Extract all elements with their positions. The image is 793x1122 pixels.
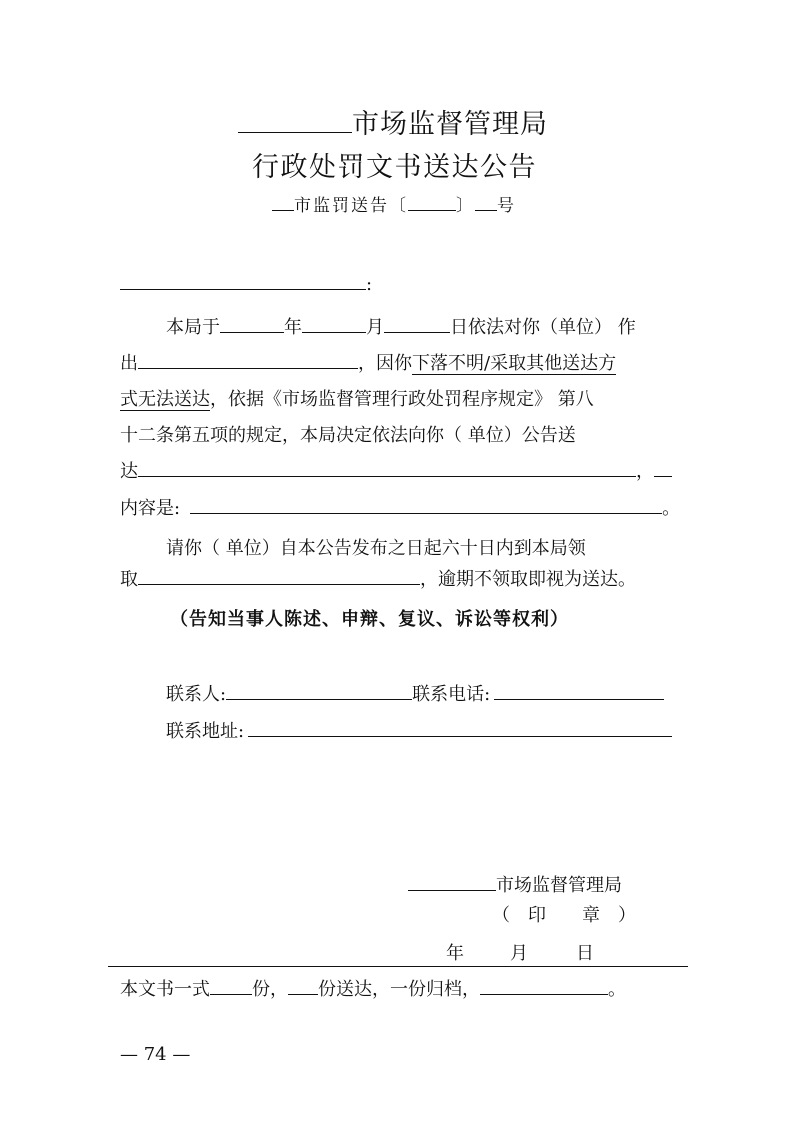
p1-line-5 [120, 457, 672, 483]
date-month: 月 [510, 943, 528, 964]
page-number: — 74 — [120, 1044, 191, 1065]
p1-line-3 [120, 385, 594, 411]
copies-total-blank [210, 975, 252, 995]
date-month-blank [302, 313, 366, 333]
contact-person-label: 联系人: [166, 684, 227, 705]
p1-line-1 [166, 313, 636, 339]
seal-placeholder: （ 印 章 ） [492, 905, 636, 926]
p1-line-4: 十二条第五项的规定，本局决定依法向你（ 单位）公告送 [120, 425, 576, 446]
content-blank [190, 494, 662, 514]
serial-blank [475, 192, 497, 211]
contact-address-label: 联系地址: [166, 721, 245, 742]
copies-line [120, 975, 626, 1001]
service-reason-underlined-1: 下落不明/采取其他送达方 [412, 353, 617, 374]
p1-line-2 [120, 349, 616, 375]
date-year-blank [220, 313, 284, 333]
p1-text-chu: 出 [120, 353, 138, 374]
p2-line-2 [120, 565, 636, 591]
number-suffix: 号 [497, 196, 516, 216]
year-blank [408, 192, 456, 211]
footer-divider [108, 966, 688, 967]
line-end-blank [654, 457, 672, 477]
document-number [272, 191, 516, 216]
title-line-1 [238, 102, 548, 141]
p2-text-tail: ，逾期不领取即视为送达。 [420, 569, 636, 590]
agency-name-blank [238, 104, 352, 133]
contact-phone-field [494, 680, 664, 700]
date-year: 年 [446, 943, 464, 964]
date-day: 日 [576, 943, 594, 964]
p1-line-6 [120, 494, 680, 520]
p1-text-yiju: ，依据《市场监督管理行政处罚程序规定》 第八 [210, 389, 594, 410]
service-reason-underlined-2: 式无法送达 [120, 389, 210, 410]
number-prefix: 市监罚送告〔 [294, 196, 408, 216]
p1-text-nian: 年 [284, 317, 302, 338]
copies-served-blank [288, 975, 318, 995]
p2-text-qu: 取 [120, 569, 138, 590]
decision-blank [138, 349, 358, 369]
copies-text-a: 本文书一式 [120, 979, 210, 1000]
addressee-line [120, 270, 372, 295]
document-title: 行政处罚文书送达公告 [252, 152, 537, 183]
issuer-text: 市场监督管理局 [496, 875, 622, 896]
issuer-line [408, 871, 622, 897]
issuer-name-blank [408, 871, 496, 891]
copies-end: 。 [608, 979, 626, 1000]
contact-line-1 [166, 680, 664, 706]
notice-document-blank [138, 457, 636, 477]
contact-address-field [248, 717, 672, 737]
p1-text-ri-tail: 日依法对你（单位） 作 [450, 317, 636, 338]
content-end: 。 [662, 498, 681, 519]
addressee-colon: : [366, 273, 373, 295]
p1-text-yinni: ，因你 [358, 353, 412, 374]
p2-line-1: 请你（ 单位）自本公告发布之日起六十日内到本局领 [166, 538, 586, 559]
contact-line-2 [166, 717, 672, 743]
rights-notice: （告知当事人陈述、申辩、复议、诉讼等权利） [170, 609, 569, 630]
p1-text-da-end: ， [636, 461, 654, 482]
copies-text-b: 份， [252, 979, 288, 1000]
copies-remark-blank [480, 975, 608, 995]
content-label: 内容是: [120, 498, 181, 519]
title-line-1-text: 市场监督管理局 [352, 109, 548, 140]
p1-text-da: 达 [120, 461, 138, 482]
collection-location-blank [138, 565, 420, 585]
number-mid: 〕 [456, 196, 475, 216]
contact-person-field [226, 680, 412, 700]
date-day-blank [384, 313, 450, 333]
p1-text-yue: 月 [366, 317, 384, 338]
addressee-blank [120, 270, 366, 290]
p1-text-benjuyu: 本局于 [166, 317, 220, 338]
copies-text-c: 份送达，一份归档， [318, 979, 480, 1000]
region-blank [272, 192, 294, 211]
contact-phone-label: 联系电话: [412, 684, 491, 705]
